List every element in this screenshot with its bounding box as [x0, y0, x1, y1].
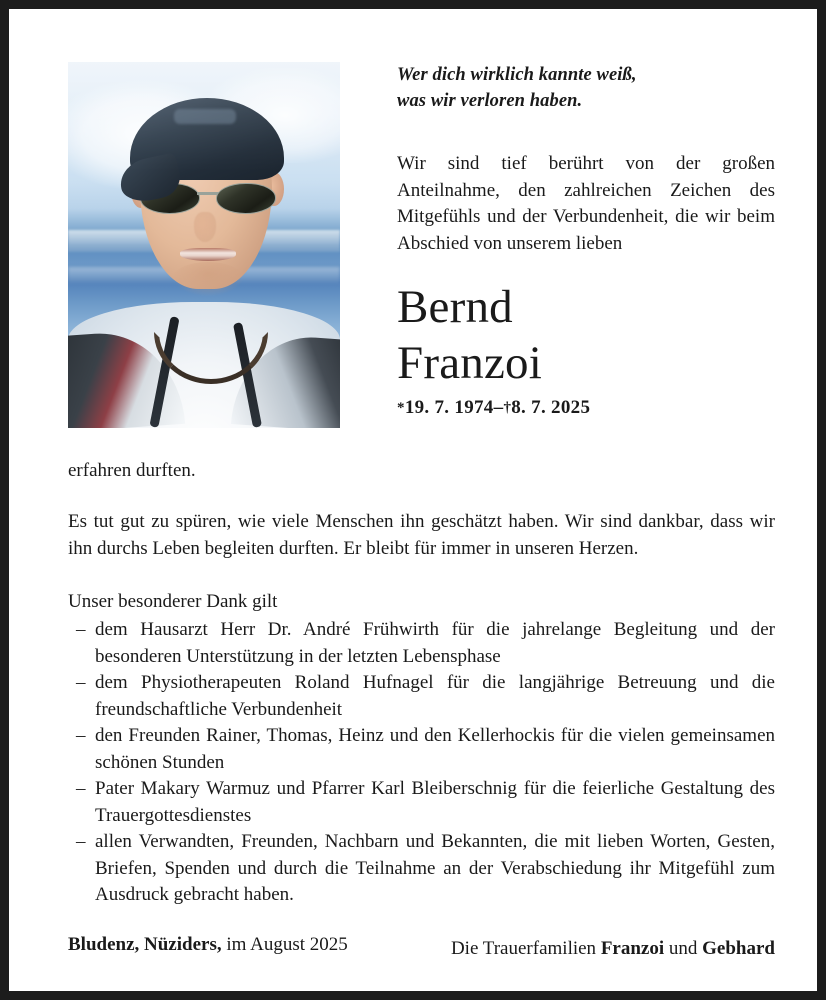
death-symbol-icon: † — [503, 400, 512, 416]
list-dash: – — [76, 831, 86, 852]
list-item-text: allen Verwandten, Freunden, Nachbarn und Bekannten, die mit lieben Worten, Gesten, Briefen, Spenden und durch die Teilnahme an der Verabschiedung ihr Mitgefühl zum Ausdruck gebracht haben. — [95, 831, 775, 905]
thanks-list — [68, 617, 775, 909]
list-dash: – — [76, 619, 86, 640]
place-date: im August 2025 — [221, 934, 348, 955]
family-name: Franzoi — [397, 337, 542, 389]
list-item — [68, 829, 775, 909]
quote-line-1: Wer dich wirklich kannte weiß, — [397, 65, 637, 85]
portrait-photo — [68, 62, 340, 428]
families-prefix: Die Trauerfamilien — [450, 937, 601, 959]
gratitude-paragraph: Es tut gut zu spüren, wie viele Menschen ihn geschätzt haben. Wir sind dankbar, dass wir ihn durchs Leben begleiten durften. Er bleibt für immer in unseren Herzen. — [68, 511, 775, 559]
body-column — [68, 457, 775, 962]
list-item-text: dem Physiotherapeuten Roland Hufnagel für die langjährige Betreuung und die freundschaftliche Verbundenheit — [95, 672, 775, 720]
photo-background — [68, 62, 340, 428]
notice-inner — [9, 9, 817, 991]
chin-shape — [172, 262, 244, 296]
list-item-text: den Freunden Rainer, Thomas, Heinz und den Kellerhockis für die vielen gemeinsamen schönen Stunden — [95, 725, 775, 773]
place-towns: Bludenz, Nüziders, — [68, 934, 222, 955]
families-conjunction: und — [664, 937, 703, 959]
mouth-shape — [180, 248, 236, 261]
list-item — [68, 617, 775, 670]
list-item-text: dem Hausarzt Herr Dr. André Frühwirth für die jahrelange Begleitung und der besonderen Unterstützung in der letzten Lebensphase — [95, 619, 775, 667]
cap-logo — [174, 109, 236, 124]
death-date: 8. 7. 2025 — [511, 397, 591, 418]
nose-shape — [194, 212, 216, 242]
list-dash: – — [76, 672, 86, 693]
intro-continuation: erfahren durften. — [68, 460, 196, 481]
right-column — [397, 62, 775, 419]
list-item-text: Pater Makary Warmuz und Pfarrer Karl Bleiberschnig für die feierliche Gestaltung des Trauergottesdienstes — [95, 778, 775, 826]
birth-date: 19. 7. 1974 — [404, 397, 494, 418]
life-dates — [397, 397, 775, 419]
family-name-2: Gebhard — [702, 937, 775, 959]
given-name: Bernd — [397, 281, 513, 333]
quote-line-2: was wir verloren haben. — [397, 91, 583, 111]
list-item — [68, 723, 775, 776]
deceased-name-block — [397, 279, 775, 419]
list-dash: – — [76, 725, 86, 746]
thanks-lead: Unser besonderer Dank gilt — [68, 591, 278, 612]
list-item — [68, 670, 775, 723]
date-separator: – — [493, 397, 504, 418]
list-dash: – — [76, 778, 86, 799]
family-name-1: Franzoi — [600, 937, 665, 959]
lens-right — [216, 183, 276, 214]
birth-symbol-icon: * — [397, 400, 405, 416]
list-item — [68, 776, 775, 829]
memorial-quote — [397, 62, 775, 114]
place-and-date — [68, 931, 348, 958]
intro-paragraph: Wir sind tief berührt von der großen Anteilnahme, den zahlreichen Zeichen des Mitgefühls und der Verbundenheit, die wir beim Abschied von unserem lieben — [397, 153, 775, 254]
